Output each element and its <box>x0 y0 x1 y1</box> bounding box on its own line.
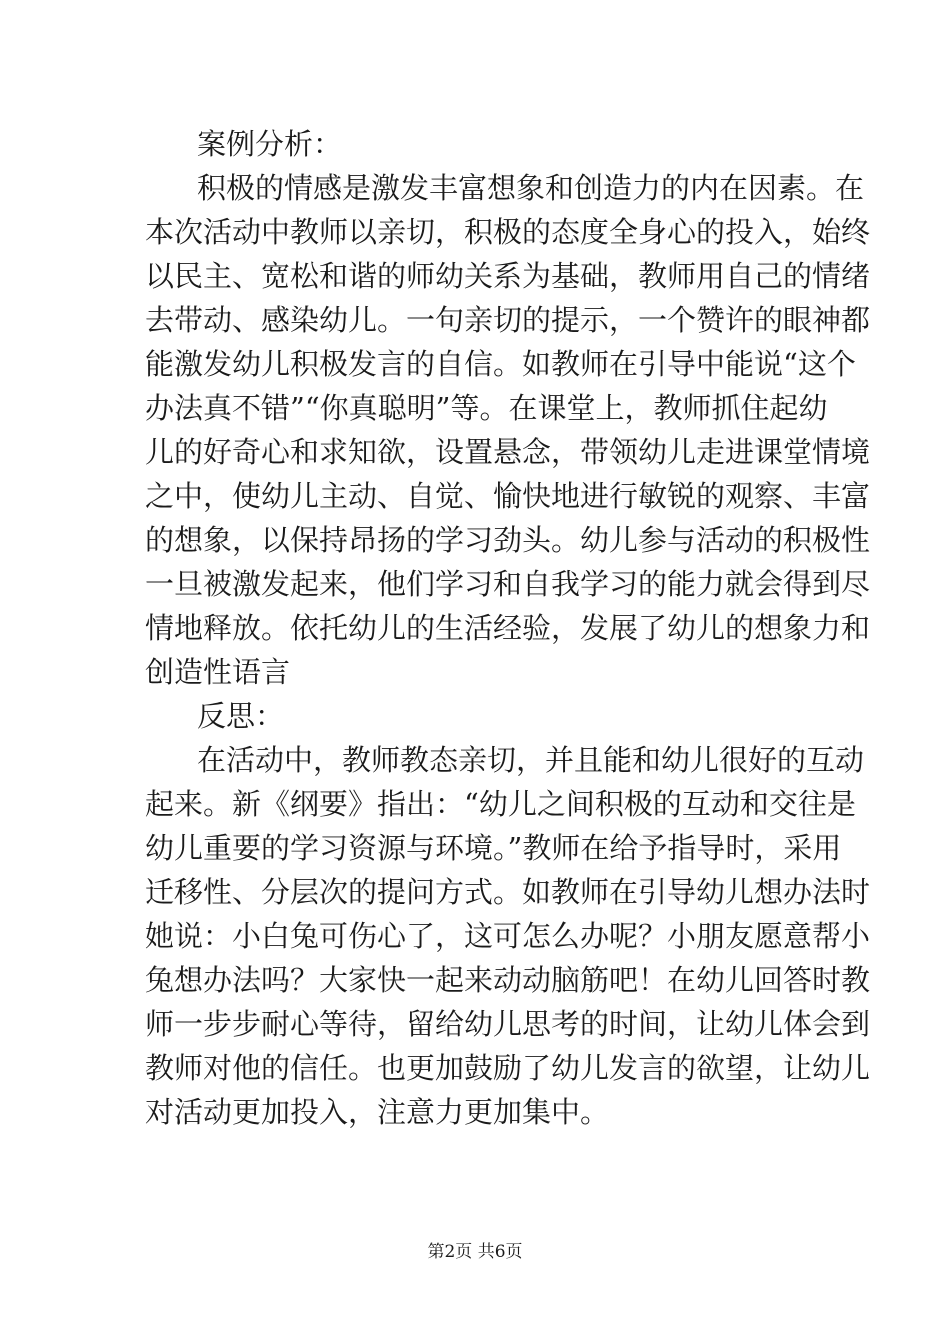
analysis-line: 一旦被激发起来，他们学习和自我学习的能力就会得到尽 <box>145 567 871 601</box>
analysis-line: 以民主、宽松和谐的师幼关系为基础，教师用自己的情绪 <box>145 259 871 293</box>
reflection-line: 起来。新《纲要》指出：“幼儿之间积极的互动和交往是 <box>145 787 856 821</box>
analysis-line: 之中，使幼儿主动、自觉、愉快地进行敏锐的观察、丰富 <box>145 479 871 513</box>
analysis-line: 去带动、感染幼儿。一句亲切的提示，一个赞许的眼神都 <box>145 303 871 337</box>
reflection-line: 她说：小白兔可伤心了，这可怎么办呢？小朋友愿意帮小 <box>145 919 871 953</box>
analysis-line: 办法真不错”“你真聪明”等。在课堂上，教师抓住起幼 <box>145 391 828 425</box>
page-number-footer: 第2页 共6页 <box>427 1242 523 1262</box>
reflection-line: 兔想办法吗？大家快一起来动动脑筋吧！在幼儿回答时教 <box>145 963 871 997</box>
heading-analysis: 案例分析： <box>197 127 343 161</box>
reflection-line: 幼儿重要的学习资源与环境。”教师在给予指导时，采用 <box>145 831 842 865</box>
analysis-line: 本次活动中教师以亲切，积极的态度全身心的投入，始终 <box>145 215 871 249</box>
heading-reflection: 反思： <box>197 699 285 733</box>
reflection-line: 对活动更加投入，注意力更加集中。 <box>145 1095 610 1129</box>
analysis-line: 儿的好奇心和求知欲，设置悬念，带领幼儿走进课堂情境 <box>145 435 871 469</box>
reflection-line: 师一步步耐心等待，留给幼儿思考的时间，让幼儿体会到 <box>145 1007 871 1041</box>
analysis-line: 能激发幼儿积极发言的自信。如教师在引导中能说“这个 <box>145 347 856 381</box>
analysis-line: 创造性语言 <box>145 655 291 689</box>
analysis-line: 积极的情感是激发丰富想象和创造力的内在因素。在 <box>197 171 865 205</box>
analysis-line: 的想象，以保持昂扬的学习劲头。幼儿参与活动的积极性 <box>145 523 871 557</box>
reflection-line: 教师对他的信任。也更加鼓励了幼儿发言的欲望，让幼儿 <box>145 1051 871 1085</box>
reflection-line: 迁移性、分层次的提问方式。如教师在引导幼儿想办法时 <box>145 875 871 909</box>
reflection-line: 在活动中，教师教态亲切，并且能和幼儿很好的互动 <box>197 743 865 777</box>
analysis-line: 情地释放。依托幼儿的生活经验，发展了幼儿的想象力和 <box>145 611 871 645</box>
